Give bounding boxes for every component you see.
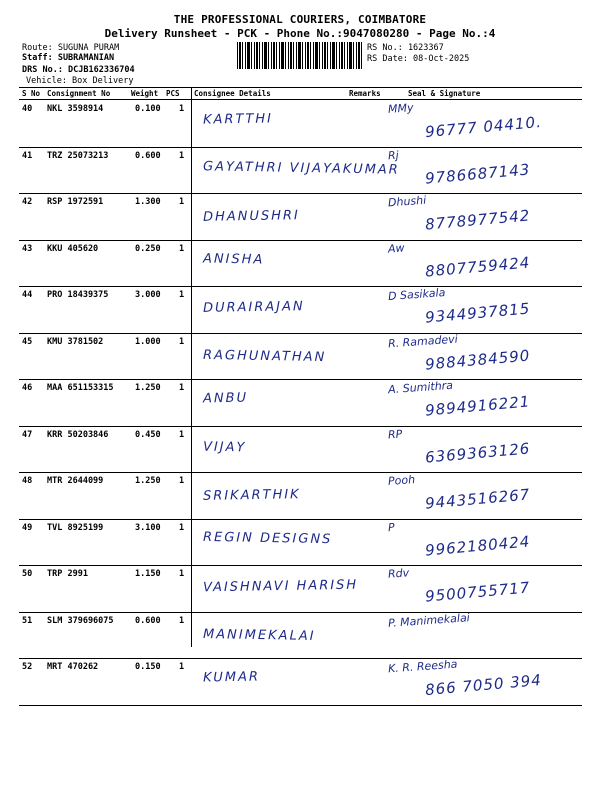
row-phone: 9500755717 bbox=[424, 578, 532, 606]
row-sno: 49 bbox=[22, 522, 33, 533]
row-weight: 1.250 bbox=[135, 476, 161, 486]
row-consignment-no: MRT 470262 bbox=[47, 662, 99, 672]
row-signature: D Sasikala bbox=[387, 286, 446, 303]
row-consignee-name: VIJAY bbox=[202, 439, 247, 455]
row-consignee-name: ANBU bbox=[202, 390, 249, 407]
row-consignee-name: MANIMEKALAI bbox=[202, 626, 316, 644]
row-signature: Pooh bbox=[387, 473, 416, 488]
table-top-border bbox=[19, 87, 582, 88]
row-pcs: 1 bbox=[179, 615, 185, 626]
row-sno: 44 bbox=[22, 290, 33, 300]
row-consignment-no: KRR 50203846 bbox=[47, 429, 109, 440]
row-pcs: 1 bbox=[179, 476, 185, 486]
row-sno: 42 bbox=[22, 197, 33, 207]
row-weight: 3.100 bbox=[135, 522, 161, 533]
row-phone: 9884384590 bbox=[424, 345, 532, 374]
row-weight: 1.000 bbox=[135, 336, 161, 347]
row-consignment-no: KMU 3781502 bbox=[47, 336, 104, 347]
row-weight: 0.450 bbox=[135, 429, 161, 440]
col-header-remarks: Remarks bbox=[349, 89, 381, 98]
row-sno: 47 bbox=[22, 429, 33, 440]
row-phone: 6369363126 bbox=[424, 438, 532, 467]
staff-label: Staff: SUBRAMANIAN bbox=[22, 53, 115, 63]
row-sno: 46 bbox=[22, 383, 33, 393]
row-divider bbox=[19, 472, 582, 473]
row-phone: 9962180424 bbox=[424, 531, 532, 560]
vehicle-label: Vehicle: Box Delivery bbox=[26, 76, 134, 86]
row-pcs: 1 bbox=[179, 429, 185, 440]
row-pcs: 1 bbox=[179, 290, 185, 300]
row-signature: K. R. Reesha bbox=[387, 657, 458, 676]
row-consignee-name: KUMAR bbox=[202, 669, 261, 686]
row-phone: 9344937815 bbox=[424, 299, 532, 327]
row-pcs: 1 bbox=[179, 243, 185, 254]
row-signature: A. Sumithra bbox=[387, 378, 454, 397]
row-signature: MMy bbox=[387, 101, 414, 116]
row-consignment-no: KKU 405620 bbox=[47, 243, 99, 254]
row-consignee-name: RAGHUNATHAN bbox=[202, 347, 327, 365]
row-signature: P bbox=[387, 520, 396, 534]
col-header-pcs: PCS bbox=[166, 89, 180, 98]
row-weight: 0.600 bbox=[135, 615, 161, 626]
row-consignment-no: MAA 651153315 bbox=[47, 383, 114, 393]
row-consignment-no: NKL 3598914 bbox=[47, 104, 104, 114]
col-header-weight: Weight bbox=[131, 89, 159, 98]
row-weight: 0.250 bbox=[135, 243, 161, 254]
row-phone: 9786687143 bbox=[424, 159, 532, 188]
col-header-seal: Seal & Signature bbox=[408, 89, 481, 98]
row-signature: Rdv bbox=[387, 566, 410, 581]
consignee-column-divider bbox=[191, 87, 192, 647]
row-weight: 1.150 bbox=[135, 569, 161, 579]
row-phone: 866 7050 394 bbox=[424, 670, 543, 700]
row-weight: 0.100 bbox=[135, 104, 161, 114]
row-weight: 0.150 bbox=[135, 662, 161, 672]
row-consignee-name: REGIN DESIGNS bbox=[202, 529, 333, 547]
row-phone: 96777 04410. bbox=[424, 112, 543, 142]
row-weight: 3.000 bbox=[135, 290, 161, 300]
row-consignment-no: SLM 379696075 bbox=[47, 615, 114, 626]
row-consignment-no: RSP 1972591 bbox=[47, 197, 104, 207]
row-weight: 0.600 bbox=[135, 150, 161, 161]
row-divider bbox=[19, 426, 582, 427]
row-divider bbox=[19, 193, 582, 194]
row-divider bbox=[19, 705, 582, 706]
row-consignee-name: DURAIRAJAN bbox=[202, 299, 305, 316]
barcode bbox=[237, 42, 362, 69]
row-sno: 52 bbox=[22, 662, 33, 672]
row-sno: 48 bbox=[22, 476, 33, 486]
row-pcs: 1 bbox=[179, 662, 185, 672]
row-signature: Aw bbox=[387, 240, 405, 256]
row-pcs: 1 bbox=[179, 104, 185, 114]
row-signature: Dhushi bbox=[387, 193, 427, 210]
page-subtitle: Delivery Runsheet - PCK - Phone No.:9047080280 - Page No.:4 bbox=[104, 27, 496, 40]
row-pcs: 1 bbox=[179, 150, 185, 161]
row-sno: 51 bbox=[22, 615, 33, 626]
row-signature: RP bbox=[387, 427, 403, 441]
row-pcs: 1 bbox=[179, 197, 185, 207]
table-header-border bbox=[19, 99, 582, 100]
row-sno: 40 bbox=[22, 104, 33, 114]
row-pcs: 1 bbox=[179, 336, 185, 347]
row-signature: R. Ramadevi bbox=[387, 332, 459, 350]
row-divider bbox=[19, 612, 582, 613]
row-weight: 1.300 bbox=[135, 197, 161, 207]
row-divider bbox=[19, 286, 582, 287]
row-sno: 41 bbox=[22, 150, 33, 161]
rs-date-label: RS Date: 08-Oct-2025 bbox=[367, 54, 470, 64]
row-pcs: 1 bbox=[179, 522, 185, 533]
row-divider bbox=[19, 147, 582, 148]
row-consignee-name: VAISHNAVI HARISH bbox=[202, 577, 359, 596]
row-consignment-no: TVL 8925199 bbox=[47, 522, 104, 533]
row-pcs: 1 bbox=[179, 569, 185, 579]
row-phone: 9443516267 bbox=[424, 485, 532, 513]
page-title: THE PROFESSIONAL COURIERS, COIMBATORE bbox=[173, 13, 427, 26]
row-phone: 9894916221 bbox=[424, 392, 532, 420]
row-divider bbox=[19, 565, 582, 566]
col-header-consignee: Consignee Details bbox=[194, 89, 271, 98]
row-consignment-no: TRP 2991 bbox=[47, 569, 88, 579]
drs-label: DRS No.: DCJB162336704 bbox=[22, 65, 135, 75]
row-sno: 50 bbox=[22, 569, 33, 579]
row-divider bbox=[19, 379, 582, 380]
row-divider bbox=[19, 240, 582, 241]
row-phone: 8778977542 bbox=[424, 206, 532, 234]
row-consignee-name: KARTTHI bbox=[202, 111, 274, 128]
row-weight: 1.250 bbox=[135, 383, 161, 393]
row-consignment-no: PRO 18439375 bbox=[47, 290, 109, 300]
row-pcs: 1 bbox=[179, 383, 185, 393]
row-consignment-no: TRZ 25073213 bbox=[47, 150, 109, 161]
rs-no-label: RS No.: 1623367 bbox=[367, 43, 444, 53]
row-consignee-name: GAYATHRI VIJAYAKUMAR bbox=[202, 158, 400, 178]
row-consignee-name: SRIKARTHIK bbox=[202, 487, 301, 504]
row-divider bbox=[19, 519, 582, 520]
row-divider bbox=[19, 333, 582, 334]
row-phone: 8807759424 bbox=[424, 252, 532, 281]
row-consignee-name: ANISHA bbox=[202, 250, 265, 268]
row-consignment-no: MTR 2644099 bbox=[47, 476, 104, 486]
row-sno: 45 bbox=[22, 336, 33, 347]
row-signature: P. Manimekalai bbox=[387, 610, 471, 630]
row-consignee-name: DHANUSHRI bbox=[202, 208, 300, 225]
row-signature: Rj bbox=[387, 148, 400, 162]
col-header-consignment: Consignment No bbox=[47, 89, 111, 98]
col-header-sno: S No bbox=[22, 89, 41, 98]
row-divider bbox=[19, 658, 582, 659]
route-label: Route: SUGUNA PURAM bbox=[22, 43, 120, 53]
row-sno: 43 bbox=[22, 243, 33, 254]
